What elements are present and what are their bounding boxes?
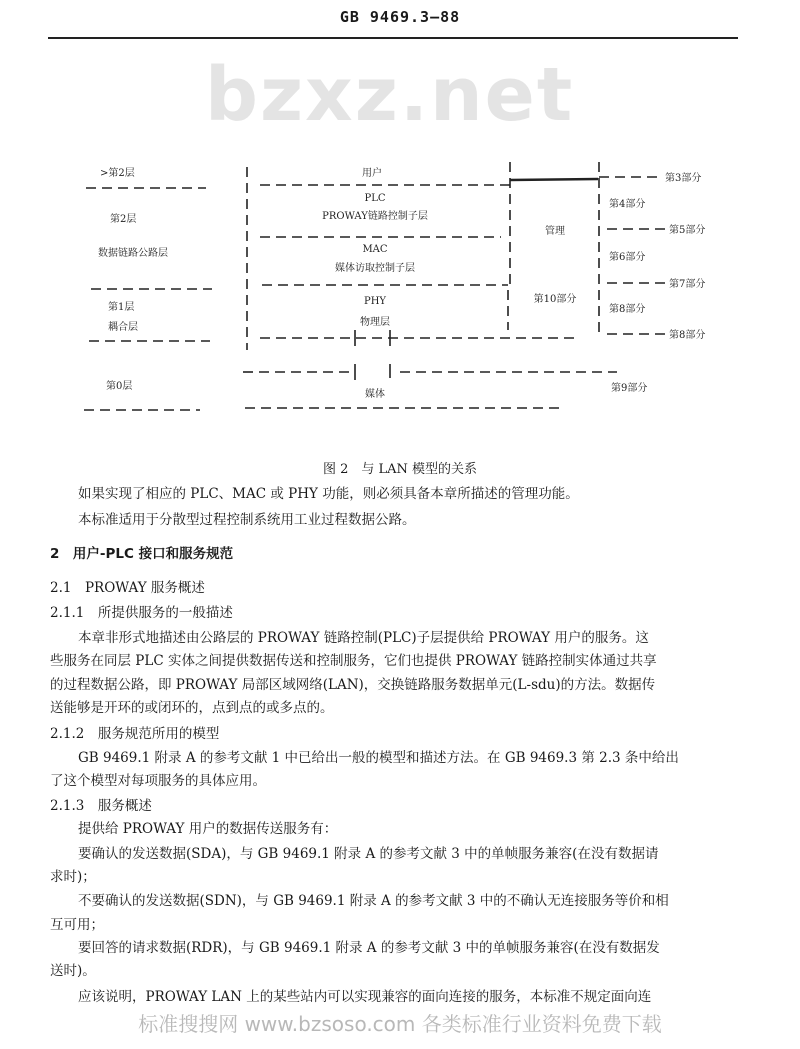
paragraph-line: 本标准适用于分散型过程控制系统用工业过程数据公路。 [78, 512, 416, 528]
paragraph-line: 如果实现了相应的 PLC、MAC 或 PHY 功能，则必须具备本章所描述的管理功能。 [78, 486, 579, 502]
label-phy: PHY [363, 296, 387, 307]
label-part10: 第10部分 [533, 294, 577, 305]
section-heading: 2 用户-PLC 接口和服务规范 [50, 546, 234, 562]
paragraph-line: 提供给 PROWAY 用户的数据传送服务有： [78, 821, 338, 837]
label-physical-layer: 物理层 [360, 317, 390, 328]
paragraph-line: GB 9469.1 附录 A 的参考文献 1 中已给出一般的模型和描述方法。在 GB 9469.3 第 2.3 条中给出 [78, 750, 679, 766]
label-plc-sublayer: PROWAY链路控制子层 [322, 211, 428, 222]
footer-watermark: 标准搜搜网 www.bzsoso.com 各类标准行业资料免费下载 [138, 1012, 662, 1036]
paragraph-line: 送能够是开环的或闭环的，点到点的或多点的。 [50, 700, 334, 716]
label-coupling: 耦合层 [108, 322, 138, 333]
paragraph-line: 了这个模型对每项服务的具体应用。 [50, 773, 266, 789]
paragraph-line: 本章非形式地描述由公路层的 PROWAY 链路控制(PLC)子层提供给 PROWAY 用户的服务。这 [78, 630, 649, 646]
label-part: 第6部分 [609, 252, 646, 263]
label-layer2-above: >第2层 [100, 168, 135, 179]
subsection-heading: 2.1 PROWAY 服务概述 [50, 580, 205, 596]
label-part: 第4部分 [609, 199, 646, 210]
paragraph-line: 应该说明，PROWAY LAN 上的某些站内可以实现兼容的面向连接的服务，本标准不规定面向连 [78, 989, 652, 1005]
paragraph-line: 要确认的发送数据(SDA)，与 GB 9469.1 附录 A 的参考文献 3 中的单帧服务兼容(在没有数据请 [78, 846, 659, 862]
paragraph-line: 互可用； [50, 917, 104, 933]
label-mac: MAC [362, 244, 388, 255]
paragraph-line: 些服务在同层 PLC 实体之间提供数据传送和控制服务，它们也提供 PROWAY 链路控制实体通过共享 [50, 653, 657, 669]
label-layer1: 第1层 [108, 302, 135, 313]
label-user: 用户 [362, 168, 382, 179]
document-header: GB 9469.3—88 [339, 8, 461, 26]
label-part: 第3部分 [665, 173, 702, 184]
subsection-heading: 2.1.2 服务规范所用的模型 [50, 726, 220, 742]
label-part: 第5部分 [669, 225, 706, 236]
label-part: 第8部分 [669, 330, 706, 341]
paragraph-line: 的过程数据公路，即 PROWAY 局部区域网络(LAN)，交换链路服务数据单元(L-sdu)的方法。数据传 [50, 677, 656, 693]
watermark: bzxz.net [205, 52, 575, 138]
label-management: 管理 [545, 226, 565, 237]
label-medium: 媒体 [365, 389, 385, 400]
label-part: 第8部分 [609, 304, 646, 315]
subsection-heading: 2.1.1 所提供服务的一般描述 [50, 605, 233, 621]
paragraph-line: 要回答的请求数据(RDR)，与 GB 9469.1 附录 A 的参考文献 3 中的单帧服务兼容(在没有数据发 [78, 940, 660, 956]
label-mac-sublayer: 媒体访取控制子层 [335, 263, 415, 274]
lan-model-diagram [0, 0, 800, 440]
label-layer0: 第0层 [106, 381, 133, 392]
label-part: 第7部分 [669, 279, 706, 290]
label-layer2: 第2层 [110, 214, 137, 225]
label-part: 第9部分 [611, 383, 648, 394]
paragraph-line: 送时)。 [50, 963, 96, 979]
label-plc: PLC [364, 193, 386, 204]
label-datalink: 数据链路公路层 [98, 248, 168, 259]
figure-caption: 图 2 与 LAN 模型的关系 [322, 462, 478, 477]
paragraph-line: 不要确认的发送数据(SDN)，与 GB 9469.1 附录 A 的参考文献 3 中的不确认无连接服务等价和相 [78, 893, 669, 909]
subsection-heading: 2.1.3 服务概述 [50, 798, 152, 814]
paragraph-line: 求时)； [50, 869, 96, 885]
